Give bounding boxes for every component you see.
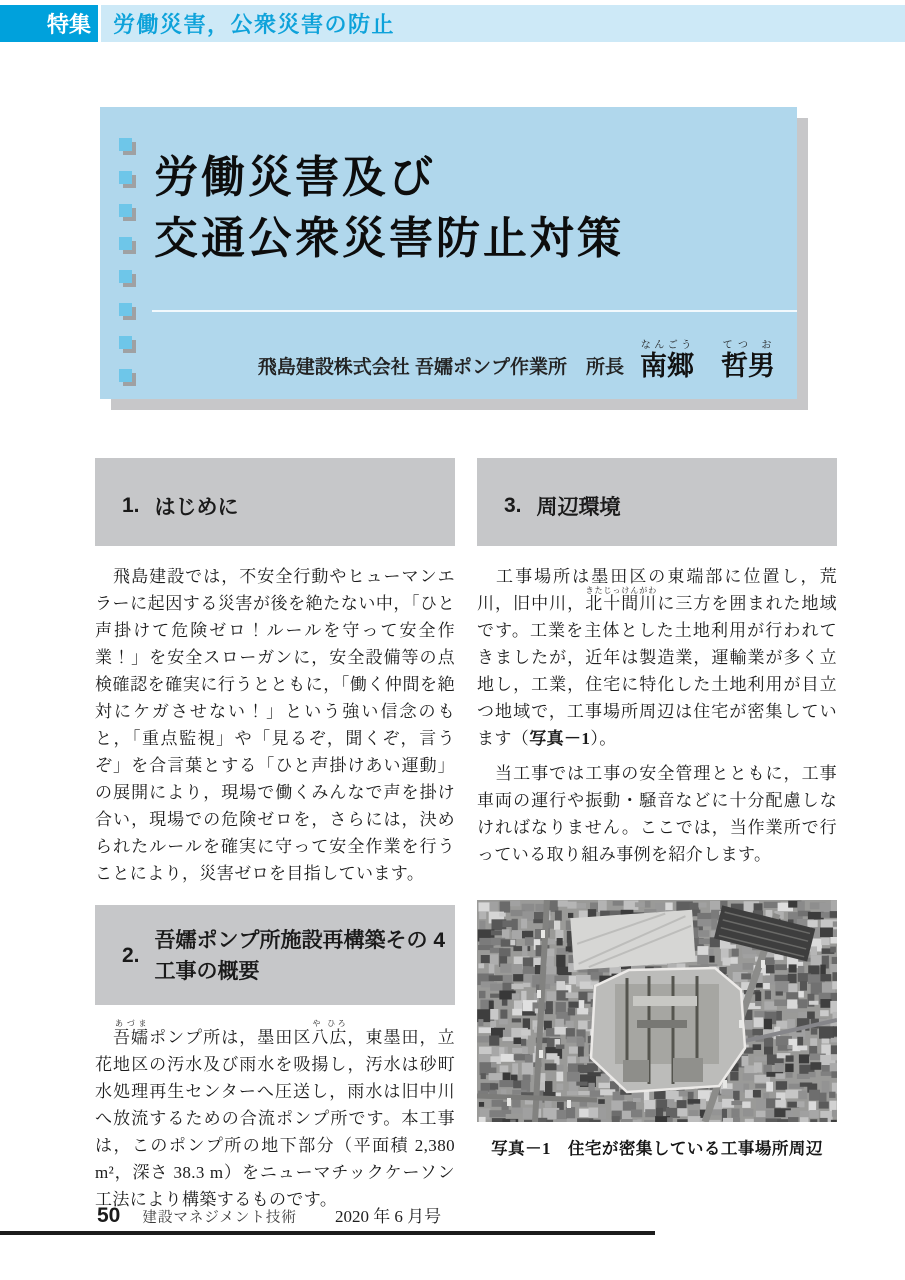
feature-tag: 特集 [0,5,101,42]
deco-square-icon [119,270,132,283]
aerial-photo [477,900,837,1122]
issue-label: 2020 年 6 月号 [334,1207,442,1226]
section-3-paragraph-2: 当工事では工事の安全管理とともに，工事車両の運行や振動・騒音などに十分配慮しなければなりません。ここでは，当作業所で行っている取り組み事例を紹介します。 [477,764,837,864]
left-column [95,458,455,1213]
deco-square-icon [119,303,132,316]
deco-square-icon [119,171,132,184]
section-2-heading [95,905,455,1005]
deco-squares [119,138,132,382]
author-name: 南郷なんごう 哲男てつ お [640,340,775,381]
section-1-title: はじめに [154,496,239,519]
footer-rule [0,1231,655,1235]
author-affiliation: 飛島建設株式会社 吾嬬ポンプ作業所 所長 [257,357,624,378]
section-3-paragraph-1: 工事場所は墨田区の東端部に位置し，荒川，旧中川，北十間川きたじっけんがわに三方を囲まれた地域です。工業を主体とした土地利用が行われてきましたが，近年は製造業，運輸業が多く立地し，工業，住宅に特化した土地利用が目立つ地域で，工事場所周辺は住宅が密集しています（写真－1）。 [477,567,837,748]
article-title [154,147,624,269]
deco-square-icon [119,237,132,250]
deco-square-icon [119,138,132,151]
deco-square-icon [119,204,132,217]
section-1-heading [95,458,455,546]
deco-square-icon [119,336,132,349]
article-title-line1: 労働災害及び [154,153,436,202]
section-2-paragraph: 吾嬬あづまポンプ所は，墨田区八広や ひろ，東墨田，立花地区の汚水及び雨水を吸揚し，汚水は砂町水処理再生センターへ圧送し，雨水は旧中川へ放流するための合流ポンプ所です。本工事は，このポンプ所の地下部分（平面積 2,380 m²，深さ 38.3 m）をニューマチックケーソン工法により構築するものです。 [95,1019,455,1209]
page-footer [97,1202,441,1228]
deco-square-icon [119,369,132,382]
right-column [477,458,837,1159]
page-number: 50 [97,1204,121,1227]
article-title-line2: 交通公衆災害防止対策 [154,214,624,263]
section-2-title [155,925,446,987]
feature-band-title: 労働災害，公衆災害の防止 [113,12,396,37]
author-line [258,331,775,383]
journal-name: 建設マネジメント技術 [142,1210,297,1226]
section-2-number: 2. [122,944,140,967]
section-3-title: 周辺環境 [536,496,621,519]
section-3-heading [477,458,837,546]
section-2-title-line1: 吾嬬ポンプ所施設再構築その 4 [154,929,446,952]
photo-caption: 写真－1 住宅が密集している工事場所周辺 [491,1139,823,1158]
section-1-number: 1. [122,494,140,517]
section-1-paragraph: 飛島建設では，不安全行動やヒューマンエラーに起因する災害が後を絶たない中，「ひと声掛けて危険ゼロ！ルールを守って安全作業！」を安全スローガンに，安全設備等の点検確認を確実に行うとともに，「働く仲間を絶対にケガさせない！」という強い信念のもと，「重点監視」や「見るぞ，聞くぞ，言うぞ」を合言葉とする「ひと声掛けあい運動」の展開により，現場で働くみんなで声を掛け合い，現場での危険ゼロを，さらには，決められたルールを確実に守って安全作業を行うことにより，災害ゼロを目指しています。 [95,567,455,883]
article-title-block [100,107,797,399]
title-divider-rule [152,310,797,312]
section-3-number: 3. [504,494,522,517]
section-2-title-line2: 工事の概要 [154,960,260,983]
